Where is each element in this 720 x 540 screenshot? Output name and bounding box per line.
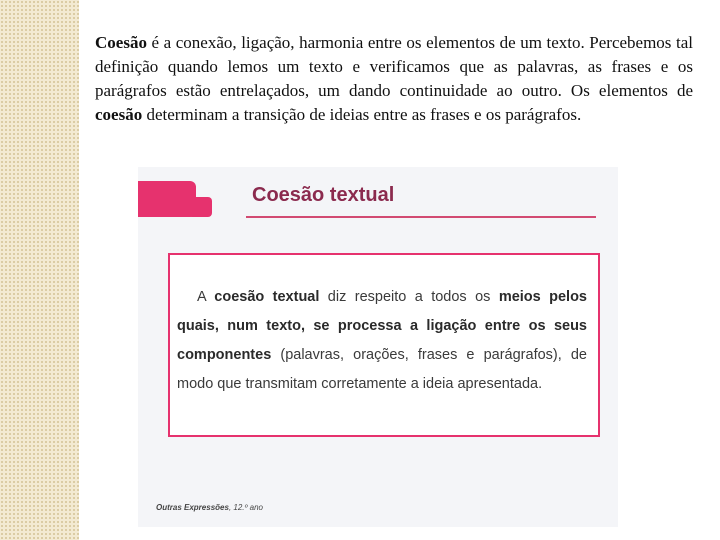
def-bold-2: meios pelos quais, num texto, se processa a ligação entre os seus componentes <box>177 289 587 363</box>
intro-text-1: é a conexão, ligação, harmonia entre os elementos de um texto. Percebemos tal definição quando lemos um texto e verificamos que as palavras, as frases e os parágrafos estão entrelaçados, um dando continuidade ao outro. Os elementos de <box>95 33 693 100</box>
intro-paragraph <box>95 31 693 127</box>
title-tab-notch <box>188 197 212 217</box>
textbook-figure <box>138 167 618 527</box>
def-text-2: diz respeito a todos os <box>319 289 499 305</box>
definition-text <box>177 283 587 399</box>
def-text-3: (palavras, orações, frases e parágrafos), de modo que transmitam corretamente a ideia apresentada. <box>177 347 587 392</box>
def-bold-1: coesão textual <box>214 289 320 305</box>
definition-box <box>168 253 600 437</box>
def-text-1: A <box>197 289 215 305</box>
term-coesao-2: coesão <box>95 105 143 124</box>
intro-text-2: determinam a transição de ideias entre as frases e os parágrafos. <box>142 105 582 124</box>
title-underline <box>246 216 596 218</box>
source-detail: , 12.º ano <box>228 503 263 512</box>
source-title: Outras Expressões <box>156 503 229 512</box>
source-citation <box>156 503 263 512</box>
term-coesao: Coesão <box>95 33 147 52</box>
decorative-side-stripe <box>0 0 79 540</box>
figure-title: Coesão textual <box>252 184 395 206</box>
